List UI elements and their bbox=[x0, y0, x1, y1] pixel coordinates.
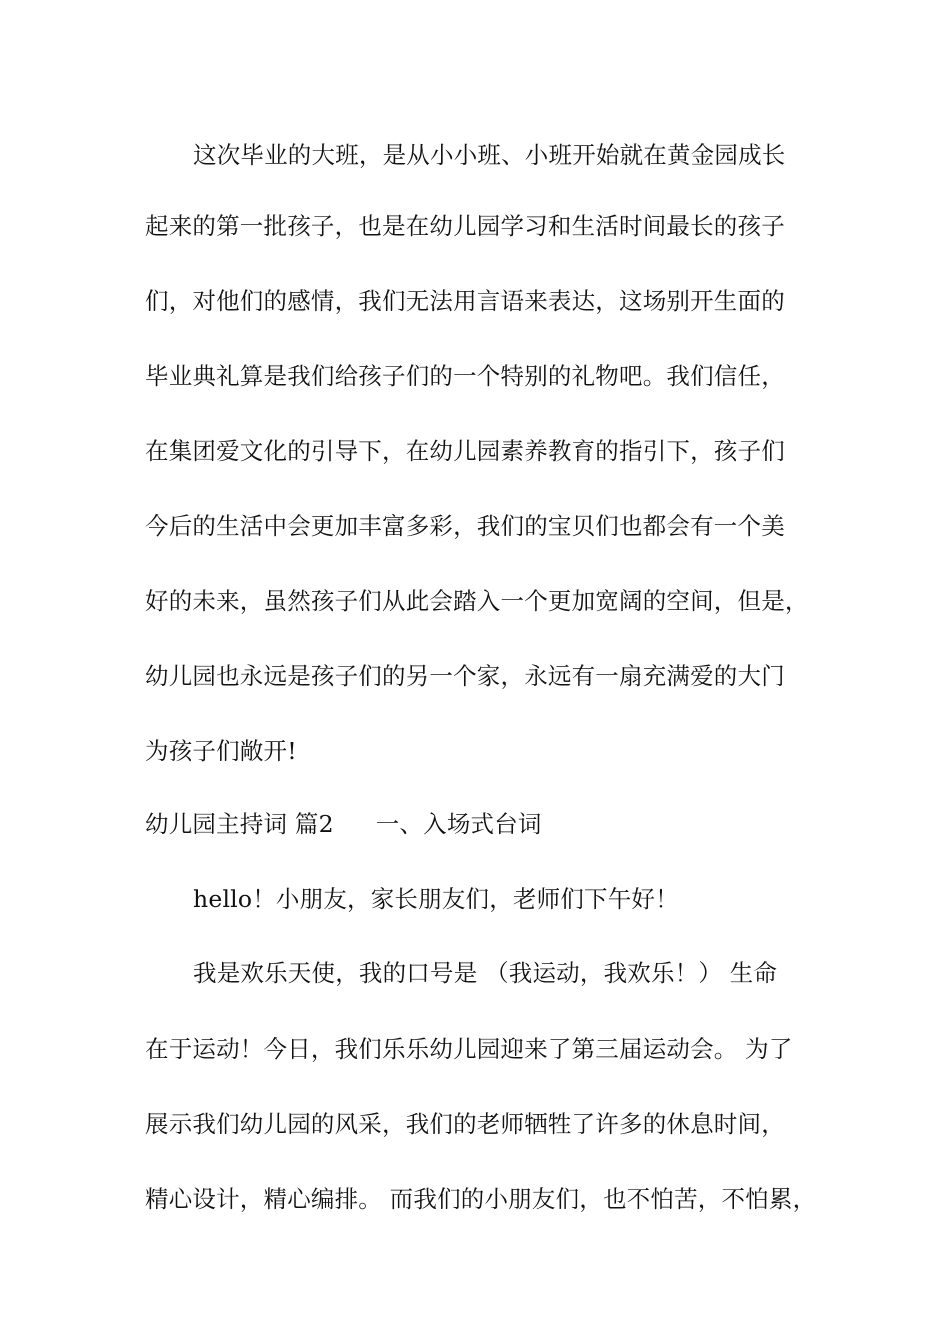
paragraph-3-line-2: 在于运动！今日，我们乐乐幼儿园迎来了第三届运动会。 为了 bbox=[145, 1035, 793, 1063]
paragraph-1-line-8: 幼儿园也永远是孩子们的另一个家，永远有一扇充满爱的大门 bbox=[145, 662, 785, 690]
paragraph-3-line-1: 我是欢乐天使，我的口号是 （我运动，我欢乐！） 生命 bbox=[193, 959, 778, 987]
section-heading bbox=[145, 809, 835, 839]
paragraph-1-line-7: 好的未来，虽然孩子们从此会踏入一个更加宽阔的空间，但是， bbox=[145, 587, 809, 615]
paragraph-1-line-1: 这次毕业的大班，是从小小班、小班开始就在黄金园成长 bbox=[193, 141, 786, 169]
paragraph-1-line-6: 今后的生活中会更加丰富多彩，我们的宝贝们也都会有一个美 bbox=[145, 512, 785, 540]
paragraph-1-line-5: 在集团爱文化的引导下，在幼儿园素养教育的指引下，孩子们 bbox=[145, 437, 785, 465]
section-subtitle: 一、入场式台词 bbox=[375, 810, 542, 838]
section-title: 幼儿园主持词 篇2 bbox=[145, 810, 334, 838]
paragraph-3-line-4: 精心设计，精心编排。 而我们的小朋友们，也不怕苦，不怕累， bbox=[145, 1185, 817, 1213]
paragraph-1-line-9: 为孩子们敞开! bbox=[145, 737, 297, 765]
paragraph-1-line-3: 们，对他们的感情，我们无法用言语来表达，这场别开生面的 bbox=[145, 287, 785, 315]
paragraph-1-line-2: 起来的第一批孩子，也是在幼儿园学习和生活时间最长的孩子 bbox=[145, 212, 785, 240]
paragraph-2-line-1: hello！小朋友，家长朋友们，老师们下午好！ bbox=[193, 885, 679, 913]
paragraph-1-line-4: 毕业典礼算是我们给孩子们的一个特别的礼物吧。我们信任， bbox=[145, 362, 785, 390]
paragraph-3-line-3: 展示我们幼儿园的风采，我们的老师牺牲了许多的休息时间， bbox=[145, 1110, 785, 1138]
